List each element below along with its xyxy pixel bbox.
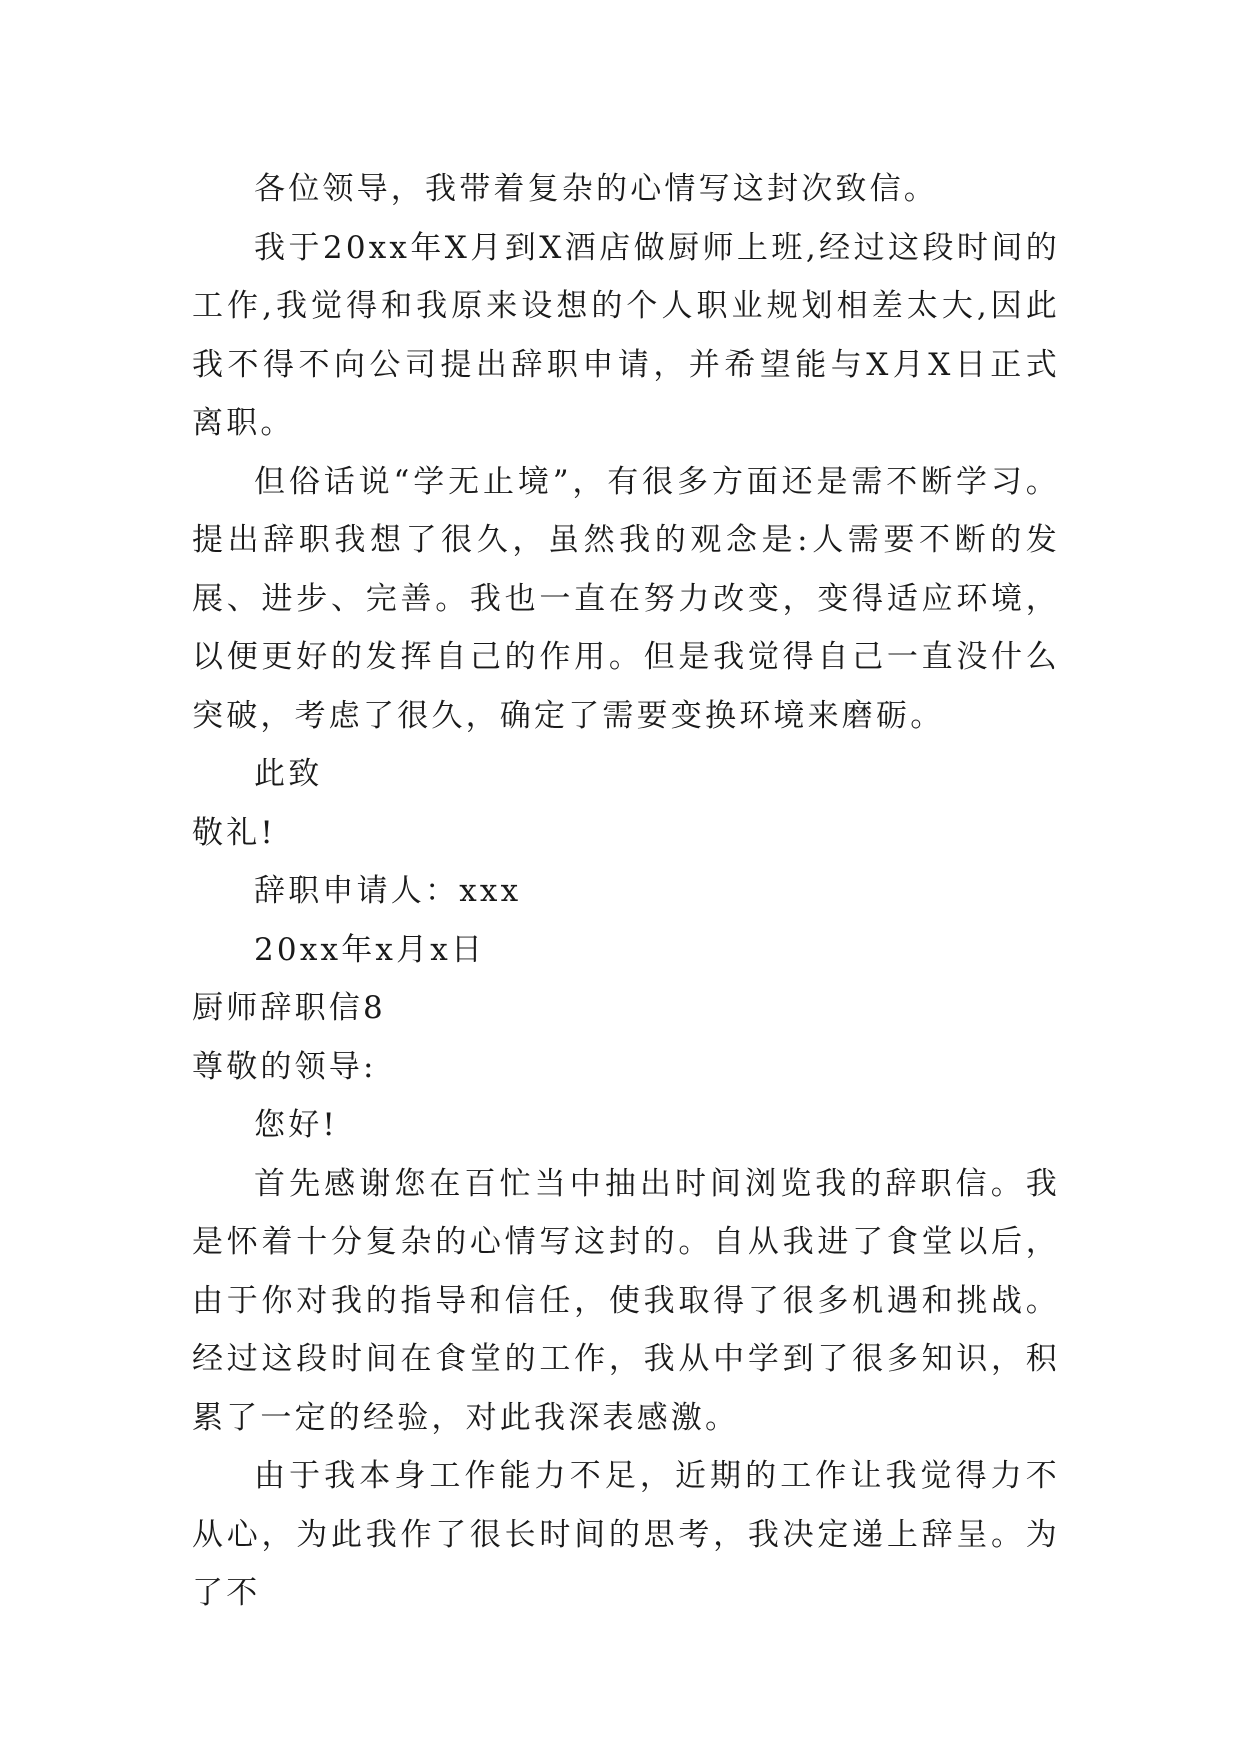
salutation: 尊敬的领导: (192, 1048, 377, 1085)
signature-applicant: 辞职申请人：xxx (254, 873, 522, 909)
greeting: 您好! (254, 1107, 339, 1143)
letter-body (192, 160, 1060, 1623)
section-heading: 厨师辞职信8 (192, 990, 386, 1026)
paragraph-opening: 各位领导，我带着复杂的心情写这封次致信。 (254, 171, 938, 207)
closing-jingli: 敬礼! (192, 814, 277, 851)
signature-date: 20xx年x月x日 (254, 931, 486, 968)
paragraph-thanks: 首先感谢您在百忙当中抽出时间浏览我的辞职信。我是怀着十分复杂的心情写这封的。自从我进了食堂以后，由于你对我的指导和信任，使我取得了很多机遇和挑战。经过这段时间在食堂的工作，我从中学到了很多知识，积累了一定的经验，对此我深表感激。 (192, 1165, 1060, 1436)
closing-cizhi: 此致 (254, 756, 323, 792)
paragraph-ability: 由于我本身工作能力不足，近期的工作让我觉得力不从心，为此我作了很长时间的思考，我决定递上辞呈。为了不 (192, 1458, 1060, 1611)
paragraph-resignation-reason: 我于20xx年X月到X酒店做厨师上班,经过这段时间的工作,我觉得和我原来设想的个人职业规划相差太大,因此我不得不向公司提出辞职申请，并希望能与X月X日正式离职。 (192, 229, 1060, 441)
paragraph-learning: 但俗话说“学无止境”，有很多方面还是需不断学习。提出辞职我想了很久，虽然我的观念是:人需要不断的发展、进步、完善。我也一直在努力改变，变得适应环境，以便更好的发挥自己的作用。但是我觉得自己一直没什么突破，考虑了很久，确定了需要变换环境来磨砺。 (192, 463, 1060, 734)
